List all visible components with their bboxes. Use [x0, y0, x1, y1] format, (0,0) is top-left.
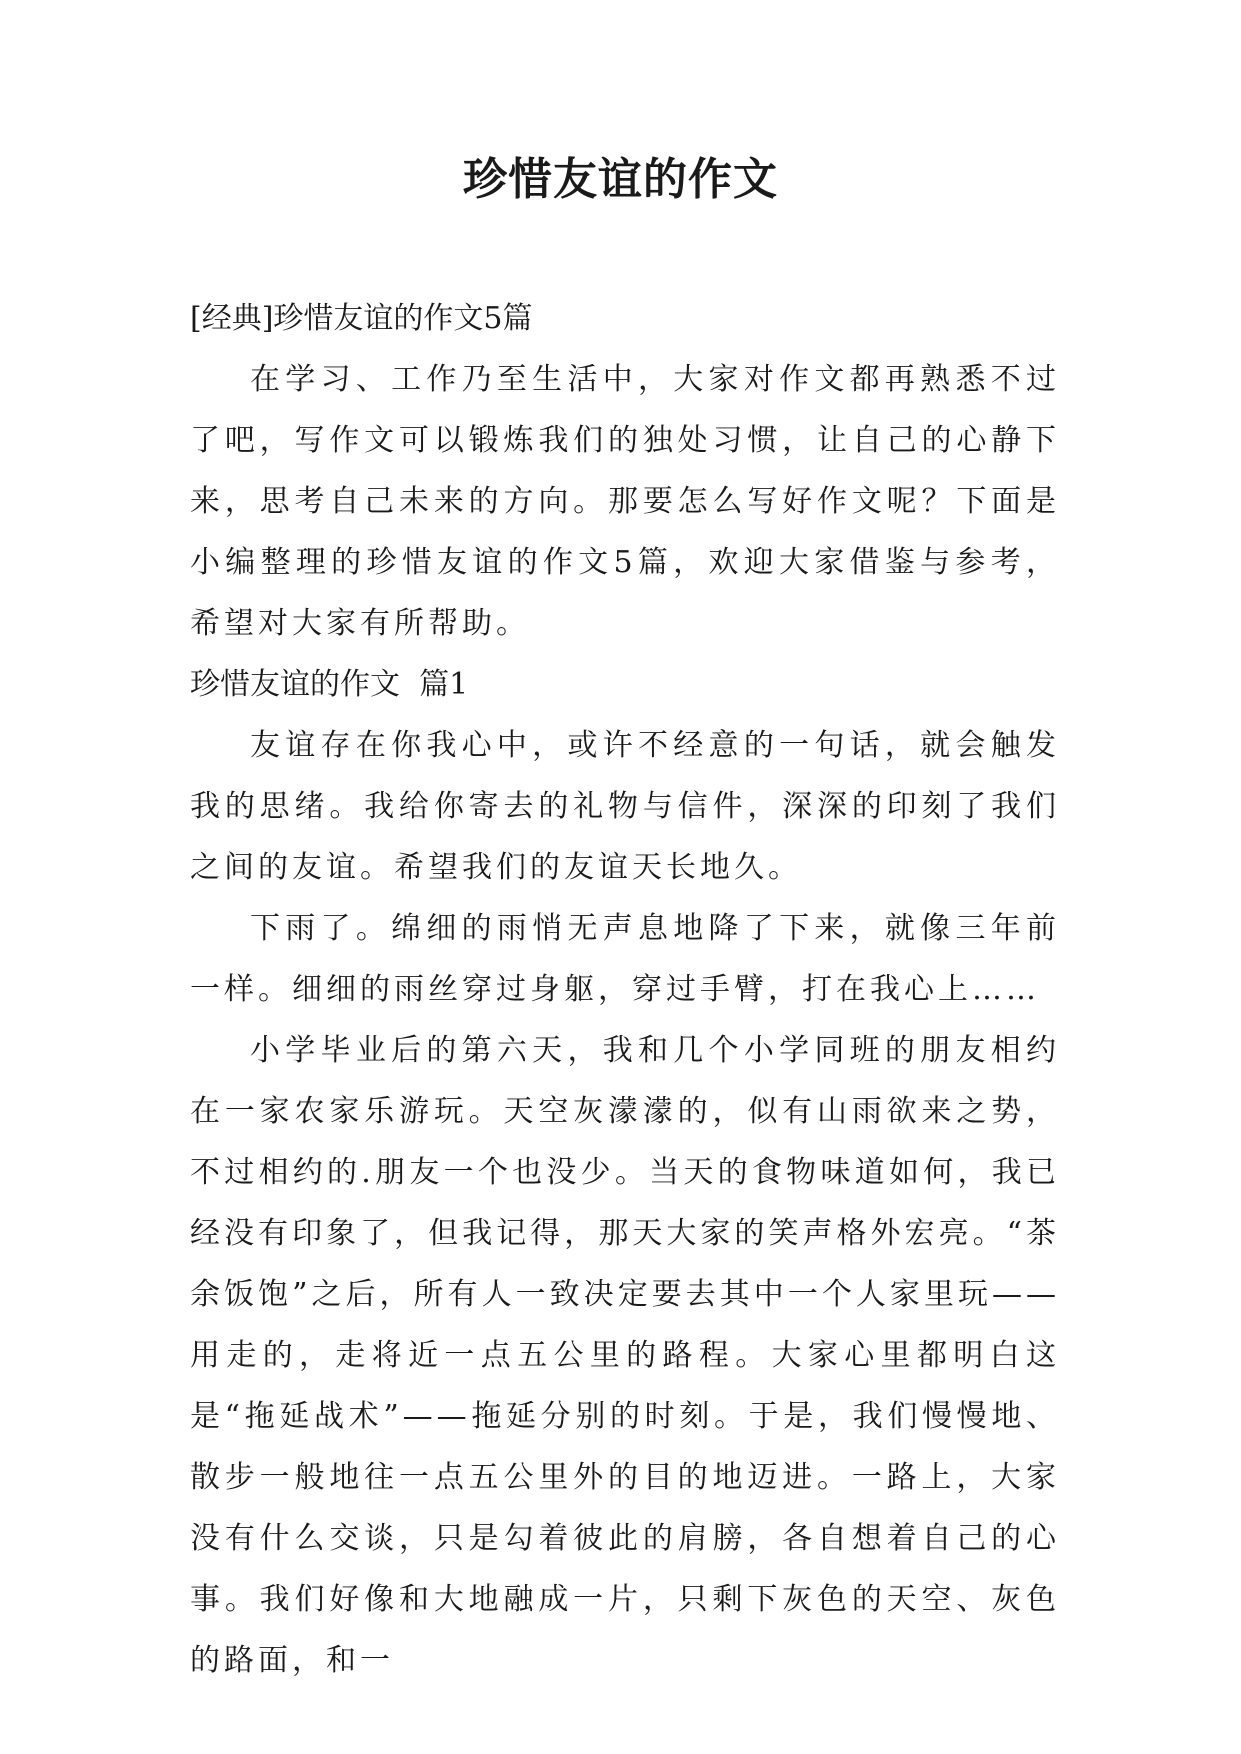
section-heading: 珍惜友谊的作文 篇1 [190, 667, 469, 702]
document-body [190, 288, 1060, 1691]
body-paragraph: 下雨了。绵细的雨悄无声息地降了下来，就像三年前一样。细细的雨丝穿过身躯，穿过手臂，打在我心上…… [190, 911, 1060, 1007]
intro-paragraph: 在学习、工作乃至生活中，大家对作文都再熟悉不过了吧，写作文可以锻炼我们的独处习惯，让自己的心静下来，思考自己未来的方向。那要怎么写好作文呢？下面是小编整理的珍惜友谊的作文5篇，欢迎大家借鉴与参考，希望对大家有所帮助。 [190, 362, 1060, 641]
document-subtitle: [经典]珍惜友谊的作文5篇 [190, 301, 533, 336]
body-paragraph: 小学毕业后的第六天，我和几个小学同班的朋友相约在一家农家乐游玩。天空灰濛濛的，似有山雨欲来之势，不过相约的.朋友一个也没少。当天的食物味道如何，我已经没有印象了，但我记得，那天大家的笑声格外宏亮。“茶余饭饱”之后，所有人一致决定要去其中一个人家里玩——用走的，走将近一点五公里的路程。大家心里都明白这是“拖延战术”——拖延分别的时刻。于是，我们慢慢地、散步一般地往一点五公里外的目的地迈进。一路上，大家没有什么交谈，只是勾着彼此的肩膀，各自想着自己的心事。我们好像和大地融成一片，只剩下灰色的天空、灰色的路面，和一 [190, 1033, 1060, 1678]
document-title: 珍惜友谊的作文 [463, 154, 778, 205]
body-paragraph: 友谊存在你我心中，或许不经意的一句话，就会触发我的思绪。我给你寄去的礼物与信件，深深的印刻了我们之间的友谊。希望我们的友谊天长地久。 [190, 728, 1060, 885]
